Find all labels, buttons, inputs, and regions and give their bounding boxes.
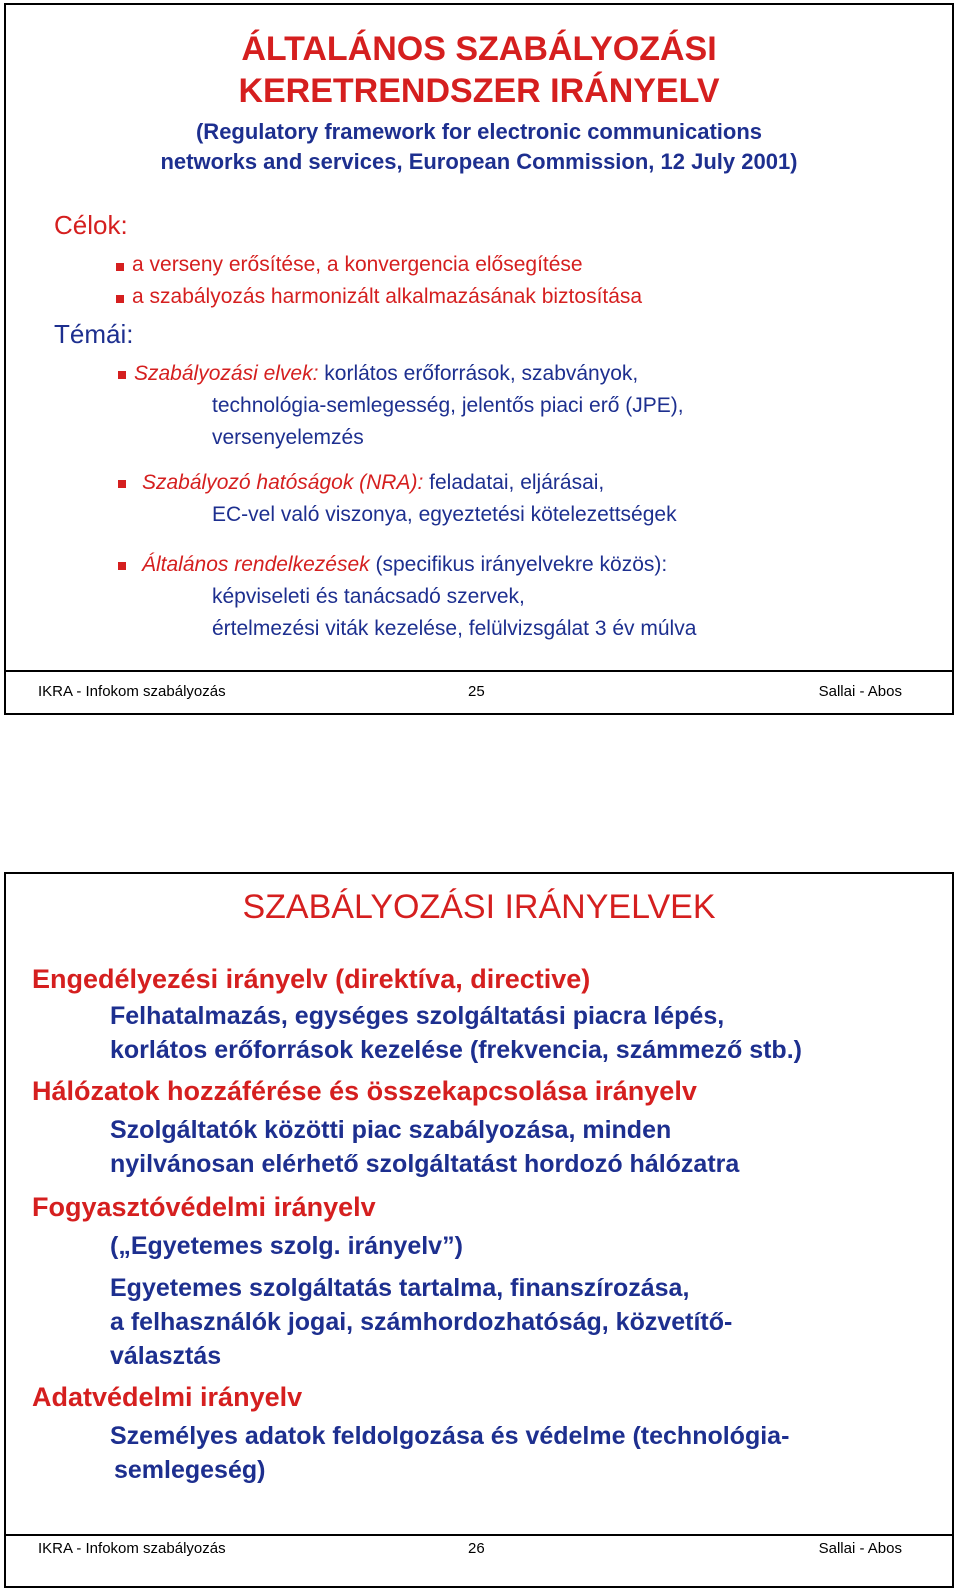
topic3-label: Általános rendelkezések [142,553,370,576]
slide2-title: SZABÁLYOZÁSI IRÁNYELVEK [242,888,716,926]
topic2-label: Szabályozó hatóságok (NRA): [142,471,424,494]
directive-text: Személyes adatok feldolgozása és védelme (technológia- [110,1422,790,1450]
slide-26 [4,872,954,1588]
directive-text: nyilvánosan elérhető szolgáltatást hordozó hálózatra [110,1150,740,1178]
goal-item: a verseny erősítése, a konvergencia elősegítése [132,253,583,276]
directive-text: semlegeség) [114,1456,266,1484]
topic1-line3: versenyelemzés [212,426,364,449]
topic1-text: korlátos erőforrások, szabványok, [318,362,639,385]
directive-text: Egyetemes szolgáltatás tartalma, finanszírozása, [110,1274,690,1302]
topic2-line1 [142,471,604,495]
slide1-title-line1: ÁLTALÁNOS SZABÁLYOZÁSI [241,30,717,68]
footer-authors: Sallai - Abos [818,1540,902,1557]
topics-heading: Témái: [54,319,134,349]
bullet-icon [118,562,126,570]
goal-item: a szabályozás harmonizált alkalmazásának biztosítása [132,285,643,308]
topic1-label: Szabályozási elvek: [134,362,319,385]
directive-text: („Egyetemes szolg. irányelv”) [110,1232,463,1260]
slide-25 [4,3,954,715]
topic2-text: feladatai, eljárásai, [423,471,605,494]
footer-page-number: 26 [468,1540,485,1557]
bullet-icon [118,371,126,379]
footer-page-number: 25 [468,683,485,700]
footer-divider [6,670,952,672]
directive-text: választás [110,1342,222,1370]
topic3-text: (specifikus irányelvekre közös): [369,553,668,576]
footer-authors: Sallai - Abos [818,683,902,700]
directive-heading-consumer: Fogyasztóvédelmi irányelv [32,1192,376,1222]
footer-course: IKRA - Infokom szabályozás [38,1540,226,1557]
directive-heading-access: Hálózatok hozzáférése és összekapcsolása irányelv [32,1076,697,1106]
footer-divider [6,1534,952,1536]
topic1-line1 [134,362,638,386]
bullet-icon [118,480,126,488]
slide1-subtitle-line1: (Regulatory framework for electronic communications [195,119,763,144]
directive-text: Felhatalmazás, egységes szolgáltatási piacra lépés, [110,1002,725,1030]
topic3-line2: képviseleti és tanácsadó szervek, [212,585,525,608]
slide1-subtitle-line2: networks and services, European Commission, 12 July 2001) [160,149,798,174]
slide1-title-line2: KERETRENDSZER IRÁNYELV [238,72,720,110]
topic3-line3: értelmezési viták kezelése, felülvizsgálat 3 év múlva [212,617,697,640]
topic1-line2: technológia-semlegesség, jelentős piaci erő (JPE), [212,394,684,417]
bullet-icon [116,263,124,271]
footer-course: IKRA - Infokom szabályozás [38,683,226,700]
topic3-line1 [142,553,667,577]
directive-text: Szolgáltatók közötti piac szabályozása, minden [110,1116,672,1144]
bullet-icon [116,295,124,303]
directive-heading-licensing: Engedélyezési irányelv (direktíva, directive) [32,964,591,994]
topic2-line2: EC-vel való viszonya, egyeztetési kötelezettségek [212,503,677,526]
directive-text: korlátos erőforrások kezelése (frekvencia, számmező stb.) [110,1036,802,1064]
goals-heading: Célok: [54,210,128,240]
directive-heading-data-protection: Adatvédelmi irányelv [32,1382,303,1412]
directive-text: a felhasználók jogai, számhordozhatóság, közvetítő- [110,1308,733,1336]
